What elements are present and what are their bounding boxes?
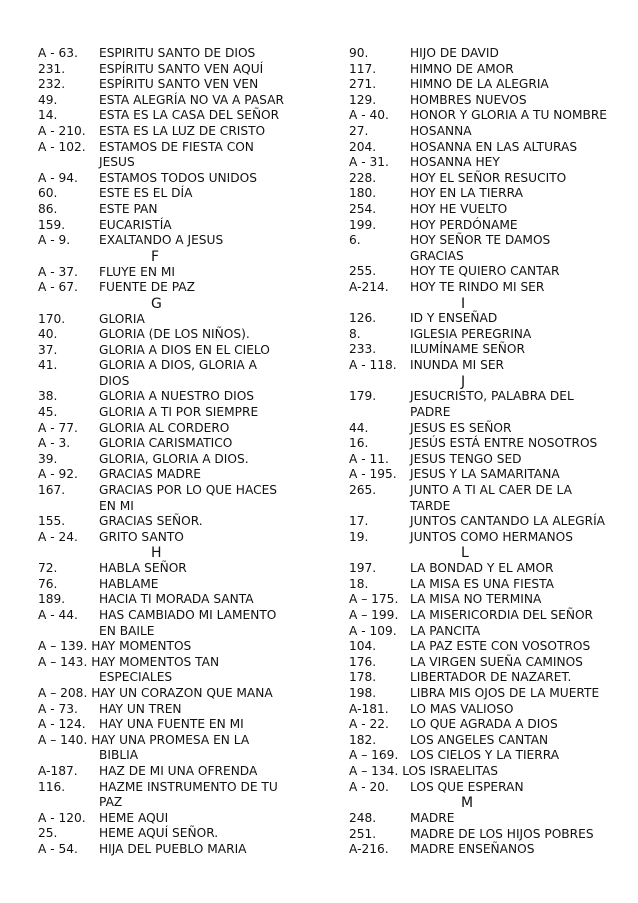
- song-entry: [38, 358, 318, 374]
- song-entry: [38, 577, 318, 593]
- song-title: JESÚS ESTÁ ENTRE NOSOTROS: [410, 436, 598, 451]
- song-title: HABLAME: [99, 576, 159, 591]
- song-entry: [349, 467, 631, 483]
- song-number: 232.: [38, 77, 66, 92]
- song-number: 155.: [38, 514, 66, 529]
- song-entry: [38, 93, 318, 109]
- song-entry: [349, 124, 631, 140]
- song-number: 14.: [38, 108, 58, 123]
- song-title: JESUS TENGO SED: [410, 451, 522, 466]
- song-title: HOY EL SEÑOR RESUCITO: [410, 170, 567, 185]
- song-entry: [38, 312, 318, 328]
- song-title: HOSANNA EN LAS ALTURAS: [410, 139, 578, 154]
- song-number: 129.: [349, 92, 377, 107]
- song-number: 198.: [349, 685, 377, 700]
- song-title: HOMBRES NUEVOS: [410, 92, 527, 107]
- song-title: HOY EN LA TIERRA: [410, 186, 523, 201]
- song-number: 189.: [38, 592, 66, 607]
- song-entry: [349, 577, 631, 593]
- song-entry: [349, 342, 631, 358]
- song-title: GLORIA A TI POR SIEMPRE: [99, 405, 259, 420]
- song-number: 16.: [349, 436, 369, 451]
- song-title: GLORIA A DIOS EN EL CIELO: [99, 342, 270, 357]
- song-entry: [38, 280, 318, 296]
- song-entry: [349, 421, 631, 437]
- song-number: A - 94.: [38, 170, 78, 185]
- song-number: 170.: [38, 311, 66, 326]
- song-number: 248.: [349, 810, 377, 825]
- song-title: HIMNO DE LA ALEGRIA: [410, 77, 549, 92]
- section-letter: M: [461, 795, 474, 812]
- song-title: LOS QUE ESPERAN: [410, 779, 524, 794]
- song-number: 90.: [349, 46, 369, 60]
- song-entry: [349, 530, 631, 546]
- song-title: LO MAS VALIOSO: [410, 701, 514, 716]
- song-title: HOY PERDÓNAME: [410, 217, 518, 232]
- song-entry: [38, 670, 318, 686]
- song-entry: [38, 499, 318, 515]
- song-entry: [349, 93, 631, 109]
- song-entry: [349, 155, 631, 171]
- song-number: A - 109.: [349, 623, 397, 638]
- song-number: 204.: [349, 139, 377, 154]
- song-title: GRACIAS MADRE: [99, 467, 201, 482]
- song-entry: [349, 686, 631, 702]
- song-entry: [349, 108, 631, 124]
- song-number: 178.: [349, 670, 377, 685]
- song-title: ESTE PAN: [99, 201, 158, 216]
- song-entry: [38, 717, 318, 733]
- song-entry: [38, 811, 318, 827]
- song-number: A - 9.: [38, 233, 71, 248]
- song-title: INUNDA MI SER: [410, 358, 505, 373]
- song-title: DIOS: [99, 373, 130, 388]
- song-title: GRACIAS POR LO QUE HACES: [99, 483, 278, 498]
- song-entry: [349, 624, 631, 640]
- section-letter: G: [151, 295, 162, 312]
- song-title: JUNTOS COMO HERMANOS: [410, 529, 573, 544]
- song-title: LA MISA NO TERMINA: [410, 592, 542, 607]
- song-entry: [38, 202, 318, 218]
- song-entry: [38, 140, 318, 156]
- song-title: HIJO DE DAVID: [410, 46, 499, 60]
- song-title: MADRE: [410, 810, 455, 825]
- song-title: ESPÍRITU SANTO VEN VEN: [99, 77, 259, 92]
- song-entry: [38, 639, 318, 655]
- song-entry: [38, 842, 318, 858]
- song-number: A - 20.: [349, 779, 389, 794]
- song-number: A-187.: [38, 763, 78, 778]
- song-title: JESUS: [99, 155, 135, 170]
- song-number: 199.: [349, 217, 377, 232]
- song-title: ESTA ES LA LUZ DE CRISTO: [99, 123, 266, 138]
- song-title: ESPÍRITU SANTO VEN AQUÍ: [99, 61, 264, 76]
- song-title: HAZ DE MI UNA OFRENDA: [99, 763, 258, 778]
- song-title: LIBRA MIS OJOS DE LA MUERTE: [410, 685, 600, 700]
- song-entry: [349, 780, 631, 796]
- song-title: HONOR Y GLORIA A TU NOMBRE: [410, 108, 607, 123]
- song-entry: [349, 592, 631, 608]
- song-title: HOSANNA HEY: [410, 155, 500, 170]
- song-title: HOSANNA: [410, 123, 472, 138]
- song-entry: [349, 389, 631, 405]
- song-title: EN BAILE: [99, 623, 155, 638]
- song-title: HAZME INSTRUMENTO DE TU: [99, 779, 278, 794]
- song-title: ESTA ES LA CASA DEL SEÑOR: [99, 108, 280, 123]
- song-entry: [38, 733, 318, 749]
- song-title: MADRE ENSEÑANOS: [410, 842, 535, 857]
- song-entry: [349, 249, 631, 265]
- song-entry: [349, 233, 631, 249]
- song-number: 251.: [349, 826, 377, 841]
- song-number: A - 124.: [38, 717, 86, 732]
- song-entry: [38, 405, 318, 421]
- song-title: ESTE ES EL DÍA: [99, 186, 193, 201]
- song-entry: [38, 608, 318, 624]
- song-entry: [349, 436, 631, 452]
- song-title: GRACIAS: [410, 248, 464, 263]
- song-title: IGLESIA PEREGRINA: [410, 326, 532, 341]
- song-title: HOY TE RINDO MI SER: [410, 279, 545, 294]
- song-index-right-column: [349, 46, 631, 858]
- song-entry: [349, 499, 631, 515]
- song-number: 167.: [38, 483, 66, 498]
- song-number: 233.: [349, 342, 377, 357]
- song-number: A - 40.: [349, 108, 389, 123]
- song-number: 76.: [38, 576, 58, 591]
- song-entry: [349, 717, 631, 733]
- song-entry: [38, 233, 318, 249]
- song-entry: [38, 171, 318, 187]
- song-number: 116.: [38, 779, 66, 794]
- song-title: HOY HE VUELTO: [410, 201, 508, 216]
- song-number: A - 73.: [38, 701, 78, 716]
- song-title: EUCARISTÍA: [99, 217, 172, 232]
- song-entry: [38, 62, 318, 78]
- song-title: HIJA DEL PUEBLO MARIA: [99, 841, 247, 856]
- song-number: 45.: [38, 405, 58, 420]
- song-title: JUNTO A TI AL CAER DE LA: [410, 483, 572, 498]
- song-entry: [38, 436, 318, 452]
- song-title: HOY SEÑOR TE DAMOS: [410, 233, 551, 248]
- song-number: 271.: [349, 77, 377, 92]
- song-entry: [349, 77, 631, 93]
- song-number: 228.: [349, 170, 377, 185]
- song-entry: [349, 811, 631, 827]
- song-number: A - 3.: [38, 436, 71, 451]
- song-number: A - 92.: [38, 467, 78, 482]
- song-title: JESUS Y LA SAMARITANA: [410, 467, 560, 482]
- song-number: A - 22.: [349, 717, 389, 732]
- song-number: A - 63.: [38, 46, 78, 60]
- song-title: HABLA SEÑOR: [99, 561, 187, 576]
- song-title: GLORIA (DE LOS NIÑOS).: [99, 327, 250, 342]
- song-title: ESTA ALEGRÍA NO VA A PASAR: [99, 92, 284, 107]
- song-entry: [349, 608, 631, 624]
- song-number: 49.: [38, 92, 58, 107]
- song-number: 18.: [349, 576, 369, 591]
- song-title: TARDE: [410, 498, 451, 513]
- song-entry: [38, 452, 318, 468]
- song-entry: [349, 218, 631, 234]
- song-entry: [349, 670, 631, 686]
- section-letter: J: [461, 373, 466, 390]
- song-number: 159.: [38, 217, 66, 232]
- song-title: MADRE DE LOS HIJOS POBRES: [410, 826, 594, 841]
- song-number: 197.: [349, 561, 377, 576]
- song-number: A-214.: [349, 279, 389, 294]
- song-title: ESTAMOS TODOS UNIDOS: [99, 170, 257, 185]
- song-number: A – 134. LOS ISRAELITAS: [349, 763, 499, 778]
- song-entry: [349, 827, 631, 843]
- song-entry: [349, 202, 631, 218]
- song-title: LO QUE AGRADA A DIOS: [410, 717, 558, 732]
- song-number: A - 120.: [38, 810, 86, 825]
- song-number: A – 175.: [349, 592, 399, 607]
- song-entry: [38, 467, 318, 483]
- song-entry: [349, 483, 631, 499]
- section-letter: I: [461, 295, 466, 312]
- song-entry: [38, 530, 318, 546]
- song-number: 6.: [349, 233, 361, 248]
- song-number: A-216.: [349, 842, 389, 857]
- song-entry: [38, 826, 318, 842]
- song-title: JUNTOS CANTANDO LA ALEGRÍA: [410, 514, 605, 529]
- song-entry: [349, 639, 631, 655]
- song-number: 38.: [38, 389, 58, 404]
- song-entry: [38, 483, 318, 499]
- song-title: LA VIRGEN SUEÑA CAMINOS: [410, 654, 583, 669]
- song-entry: [38, 592, 318, 608]
- song-title: FLUYE EN MI: [99, 264, 175, 279]
- song-entry: [349, 186, 631, 202]
- song-title: HOY TE QUIERO CANTAR: [410, 264, 560, 279]
- song-entry: [38, 624, 318, 640]
- song-number: A - 44.: [38, 607, 78, 622]
- song-title: LOS CIELOS Y LA TIERRA: [410, 748, 560, 763]
- song-title: PAZ: [99, 795, 123, 810]
- song-entry: [38, 389, 318, 405]
- song-entry: [38, 655, 318, 671]
- song-title: ID Y ENSEÑAD: [410, 311, 498, 326]
- song-entry: [38, 764, 318, 780]
- song-entry: [349, 327, 631, 343]
- song-number: 117.: [349, 61, 377, 76]
- song-title: GLORIA A NUESTRO DIOS: [99, 389, 255, 404]
- song-title: HEME AQUI: [99, 810, 169, 825]
- song-title: EXALTANDO A JESUS: [99, 233, 224, 248]
- song-entry: [349, 655, 631, 671]
- song-title: LA MISA ES UNA FIESTA: [410, 576, 555, 591]
- song-number: 176.: [349, 654, 377, 669]
- song-entry: [38, 421, 318, 437]
- song-number: 104.: [349, 639, 377, 654]
- song-number: 179.: [349, 389, 377, 404]
- song-title: ILUMÍNAME SEÑOR: [410, 342, 525, 357]
- song-number: A - 24.: [38, 529, 78, 544]
- song-number: 37.: [38, 342, 58, 357]
- song-entry: [38, 780, 318, 796]
- song-entry: [38, 795, 318, 811]
- song-entry: [349, 764, 631, 780]
- song-title: LA PAZ ESTE CON VOSOTROS: [410, 639, 591, 654]
- song-entry: [38, 124, 318, 140]
- song-title: PADRE: [410, 405, 451, 420]
- song-title: JESUCRISTO, PALABRA DEL: [410, 389, 574, 404]
- song-title: HAY UNA FUENTE EN MI: [99, 717, 244, 732]
- song-title: GLORIA AL CORDERO: [99, 420, 230, 435]
- song-title: JESUS ES SEÑOR: [410, 420, 512, 435]
- song-number: 25.: [38, 826, 58, 841]
- song-entry: [349, 62, 631, 78]
- song-number: 231.: [38, 61, 66, 76]
- song-entry: [38, 108, 318, 124]
- song-title: ESTAMOS DE FIESTA CON: [99, 139, 254, 154]
- song-number: 255.: [349, 264, 377, 279]
- song-entry: [349, 358, 631, 374]
- song-entry: [38, 748, 318, 764]
- song-number: 17.: [349, 514, 369, 529]
- song-entry: [349, 842, 631, 858]
- song-entry: [349, 140, 631, 156]
- song-entry: [38, 77, 318, 93]
- song-title: LIBERTADOR DE NAZARET.: [410, 670, 572, 685]
- song-number: A - 195.: [349, 467, 397, 482]
- section-letter: F: [151, 248, 160, 265]
- song-entry: [38, 155, 318, 171]
- song-title: GRACIAS SEÑOR.: [99, 514, 203, 529]
- song-title: HACIA TI MORADA SANTA: [99, 592, 254, 607]
- song-title: LA MISERICORDIA DEL SEÑOR: [410, 607, 594, 622]
- song-number: 27.: [349, 123, 369, 138]
- song-entry: [38, 218, 318, 234]
- song-number: 86.: [38, 201, 58, 216]
- section-letter: L: [461, 545, 469, 562]
- song-number: A – 169.: [349, 748, 399, 763]
- song-number: 265.: [349, 483, 377, 498]
- section-letter: H: [151, 545, 162, 562]
- song-entry: [349, 46, 631, 62]
- song-entry: [38, 514, 318, 530]
- song-number: 126.: [349, 311, 377, 326]
- song-entry: [349, 514, 631, 530]
- song-entry: [38, 686, 318, 702]
- song-index-left-column: [38, 46, 318, 857]
- song-title: HIMNO DE AMOR: [410, 61, 514, 76]
- song-entry: [349, 561, 631, 577]
- song-number: 41.: [38, 358, 58, 373]
- song-title: HEME AQUÍ SEÑOR.: [99, 826, 219, 841]
- song-number: A - 37.: [38, 264, 78, 279]
- song-number: 182.: [349, 732, 377, 747]
- song-title: HAS CAMBIADO MI LAMENTO: [99, 607, 277, 622]
- song-number: 39.: [38, 451, 58, 466]
- song-title: FUENTE DE PAZ: [99, 280, 195, 295]
- song-entry: [349, 702, 631, 718]
- song-entry: [38, 343, 318, 359]
- song-title: LA BONDAD Y EL AMOR: [410, 561, 554, 576]
- song-entry: [38, 327, 318, 343]
- song-number: A-181.: [349, 701, 389, 716]
- song-entry: [38, 46, 318, 62]
- song-entry: [38, 265, 318, 281]
- song-number: A – 143. HAY MOMENTOS TAN: [38, 654, 220, 669]
- song-entry: [38, 374, 318, 390]
- song-title: GLORIA CARISMATICO: [99, 436, 233, 451]
- song-title: GLORIA: [99, 311, 145, 326]
- song-entry: [349, 733, 631, 749]
- song-entry: [38, 702, 318, 718]
- song-entry: [38, 186, 318, 202]
- song-number: A – 208. HAY UN CORAZON QUE MANA: [38, 685, 273, 700]
- song-number: A - 77.: [38, 420, 78, 435]
- song-number: 40.: [38, 327, 58, 342]
- song-entry: [349, 311, 631, 327]
- song-number: A - 54.: [38, 841, 78, 856]
- song-entry: [349, 280, 631, 296]
- song-number: A – 199.: [349, 607, 399, 622]
- song-number: A - 118.: [349, 358, 397, 373]
- song-number: A - 67.: [38, 280, 78, 295]
- song-title: ESPECIALES: [99, 670, 173, 685]
- song-number: 72.: [38, 561, 58, 576]
- song-number: A - 31.: [349, 155, 389, 170]
- song-entry: [349, 452, 631, 468]
- song-number: 180.: [349, 186, 377, 201]
- song-number: 8.: [349, 326, 361, 341]
- song-title: HAY UN TREN: [99, 701, 182, 716]
- song-title: LA PANCITA: [410, 623, 481, 638]
- song-number: 60.: [38, 186, 58, 201]
- song-title: GLORIA, GLORIA A DIOS.: [99, 451, 249, 466]
- song-number: A - 102.: [38, 139, 86, 154]
- song-title: LOS ANGELES CANTAN: [410, 732, 549, 747]
- song-entry: [349, 405, 631, 421]
- song-title: BIBLIA: [99, 748, 139, 763]
- song-entry: [349, 748, 631, 764]
- song-entry: [38, 561, 318, 577]
- song-entry: [349, 171, 631, 187]
- song-number: A – 140. HAY UNA PROMESA EN LA: [38, 732, 250, 747]
- song-title: EN MI: [99, 498, 134, 513]
- song-title: GLORIA A DIOS, GLORIA A: [99, 358, 257, 373]
- song-title: ESPIRITU SANTO DE DIOS: [99, 46, 256, 60]
- song-number: 44.: [349, 420, 369, 435]
- song-number: 19.: [349, 529, 369, 544]
- song-title: GRITO SANTO: [99, 529, 184, 544]
- song-entry: [349, 264, 631, 280]
- song-number: A – 139. HAY MOMENTOS: [38, 639, 192, 654]
- song-number: 254.: [349, 201, 377, 216]
- song-number: A - 210.: [38, 123, 86, 138]
- song-number: A - 11.: [349, 451, 389, 466]
